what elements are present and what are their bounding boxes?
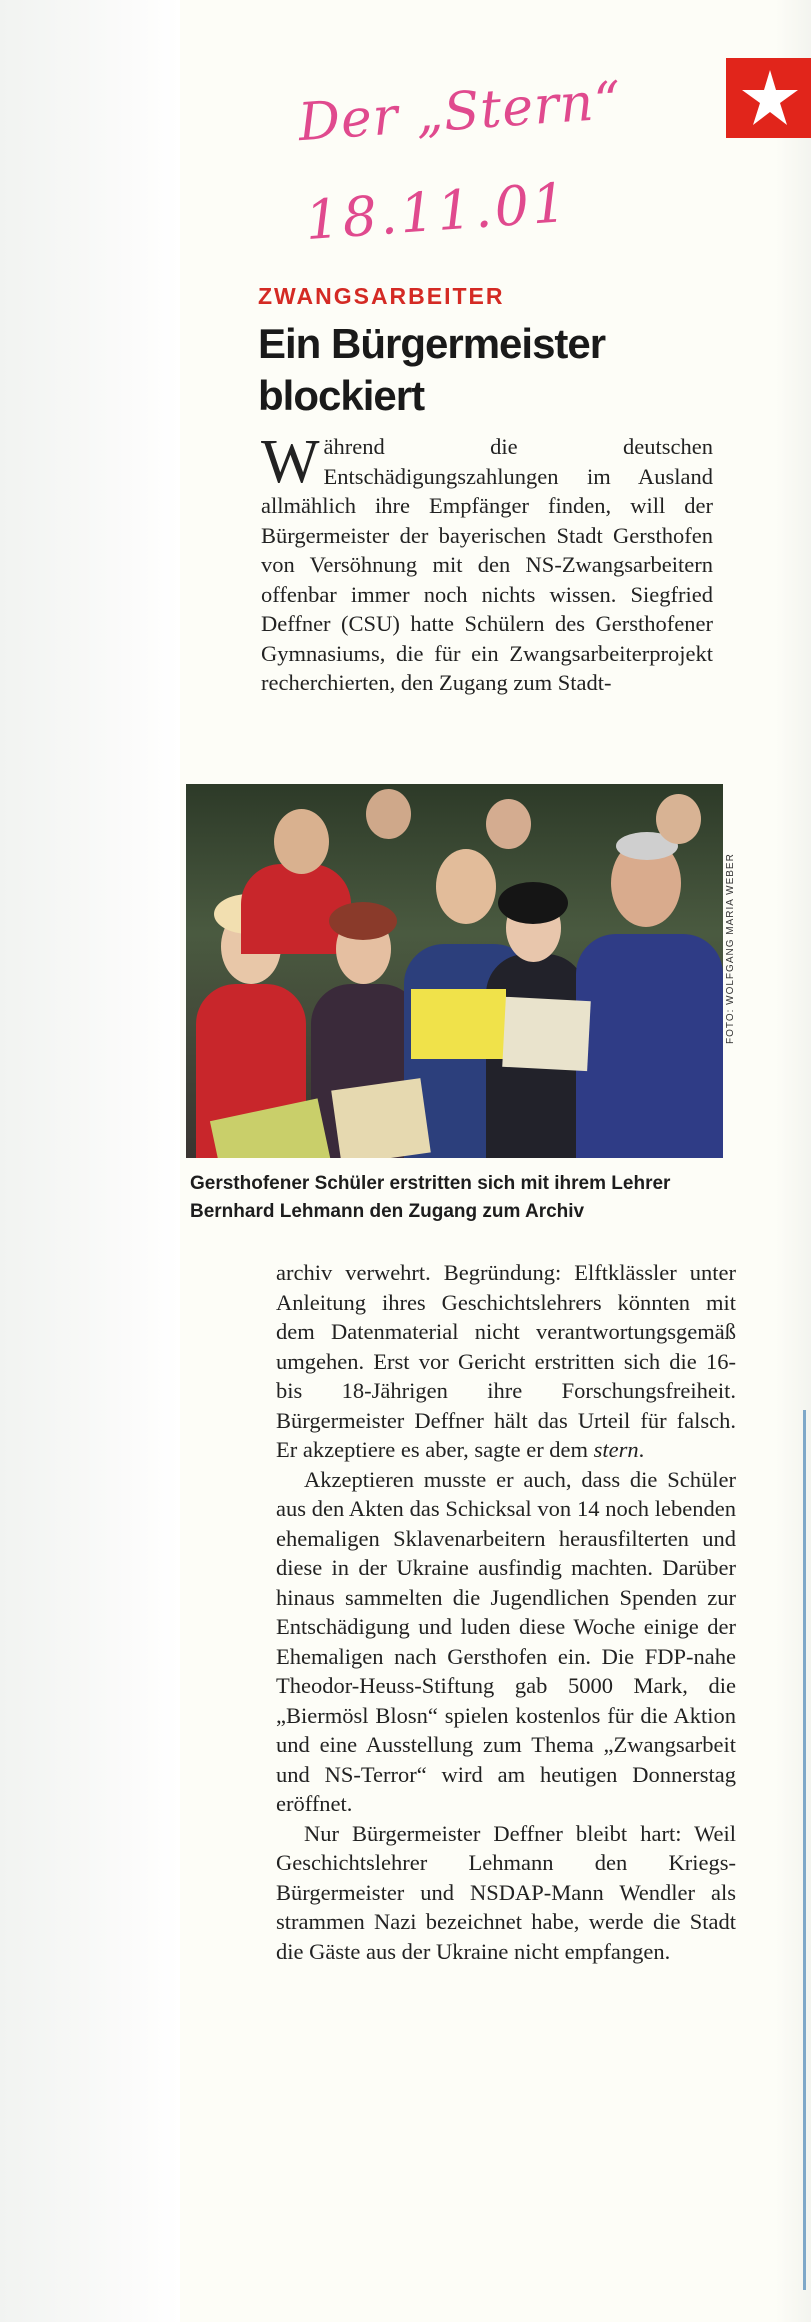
- paragraph-1: archiv verwehrt. Begründung: Elftklässler unter Anleitung ihres Geschichtslehrers könnten mit dem Datenmaterial nicht verantwortungsgemäß umgehen. Erst vor Gericht erstritten sich die 16- bis 18-Jährigen ihre Forschungsfreiheit. Bürgermeister Deffner hält das Urteil für falsch. Er akzeptiere es aber, sagte er dem stern.: [276, 1260, 736, 1462]
- article-photo: [186, 784, 723, 1158]
- article-headline: Ein Bürgermeister blockiert: [258, 320, 606, 419]
- article-kicker: ZWANGSARBEITER: [258, 283, 505, 309]
- handwritten-source: Der „Stern“: [296, 70, 624, 154]
- adjacent-page-rule: [803, 1410, 806, 2290]
- stern-star-icon: [726, 58, 811, 138]
- photo-caption: Gersthofener Schüler erstritten sich mit ihrem Lehrer Bernhard Lehmann den Zugang zum Archiv: [190, 1173, 671, 1222]
- article-body: [276, 1258, 736, 1966]
- photo-credit: [723, 784, 745, 1158]
- photo-credit-text: FOTO: WOLFGANG MARIA WEBER: [725, 853, 736, 1044]
- handwritten-date: 18.11.01: [303, 170, 572, 253]
- paragraph-3: Nur Bürgermeister Deffner bleibt hart: Weil Geschichtslehrer Lehmann den Kriegs-Bürgermeister und NSDAP-Mann Wendler als strammen Nazi bezeichnet habe, werde die Stadt die Gäste aus der Ukraine nicht empfangen.: [276, 1820, 736, 1964]
- paragraph-2: Akzeptieren musste er auch, dass die Schüler aus den Akten das Schicksal von 14 noch lebenden ehemaligen Sklavenarbeitern herausfilterten und diese in der Ukraine ausfindig machten. Darüber hinaus sammelten die Jugendlichen Spenden zur Entschädigung und luden diese Woche einige der Ehemaligen nach Gersthofen ein. Die FDP-nahe Theodor-Heuss-Stiftung gab 5000 Mark, die „Biermösl Blosn“ spielen kostenlos für die Aktion und eine Ausstellung zum Thema „Zwangsarbeit und NS-Terror“ wird am heutigen Donnerstag eröffnet.: [276, 1466, 736, 1816]
- stern-emphasis: stern: [593, 1437, 639, 1462]
- intro-text: ährend die deutschen Entschädigungszahlungen im Ausland allmählich ihre Empfänger finden, will der Bürgermeister der bayerischen Stadt Gersthofen von Versöhnung mit den NS-Zwangsarbeitern offenbar immer noch nichts wissen. Siegfried Deffner (CSU) hatte Schülern des Gersthofener Gymnasiums, die für ein Zwangsarbeiterprojekt recherchierten, den Zugang zum Stadt-: [261, 434, 713, 695]
- article-intro: [261, 428, 713, 698]
- drop-cap: W: [261, 428, 320, 496]
- scan-background: [0, 0, 180, 2322]
